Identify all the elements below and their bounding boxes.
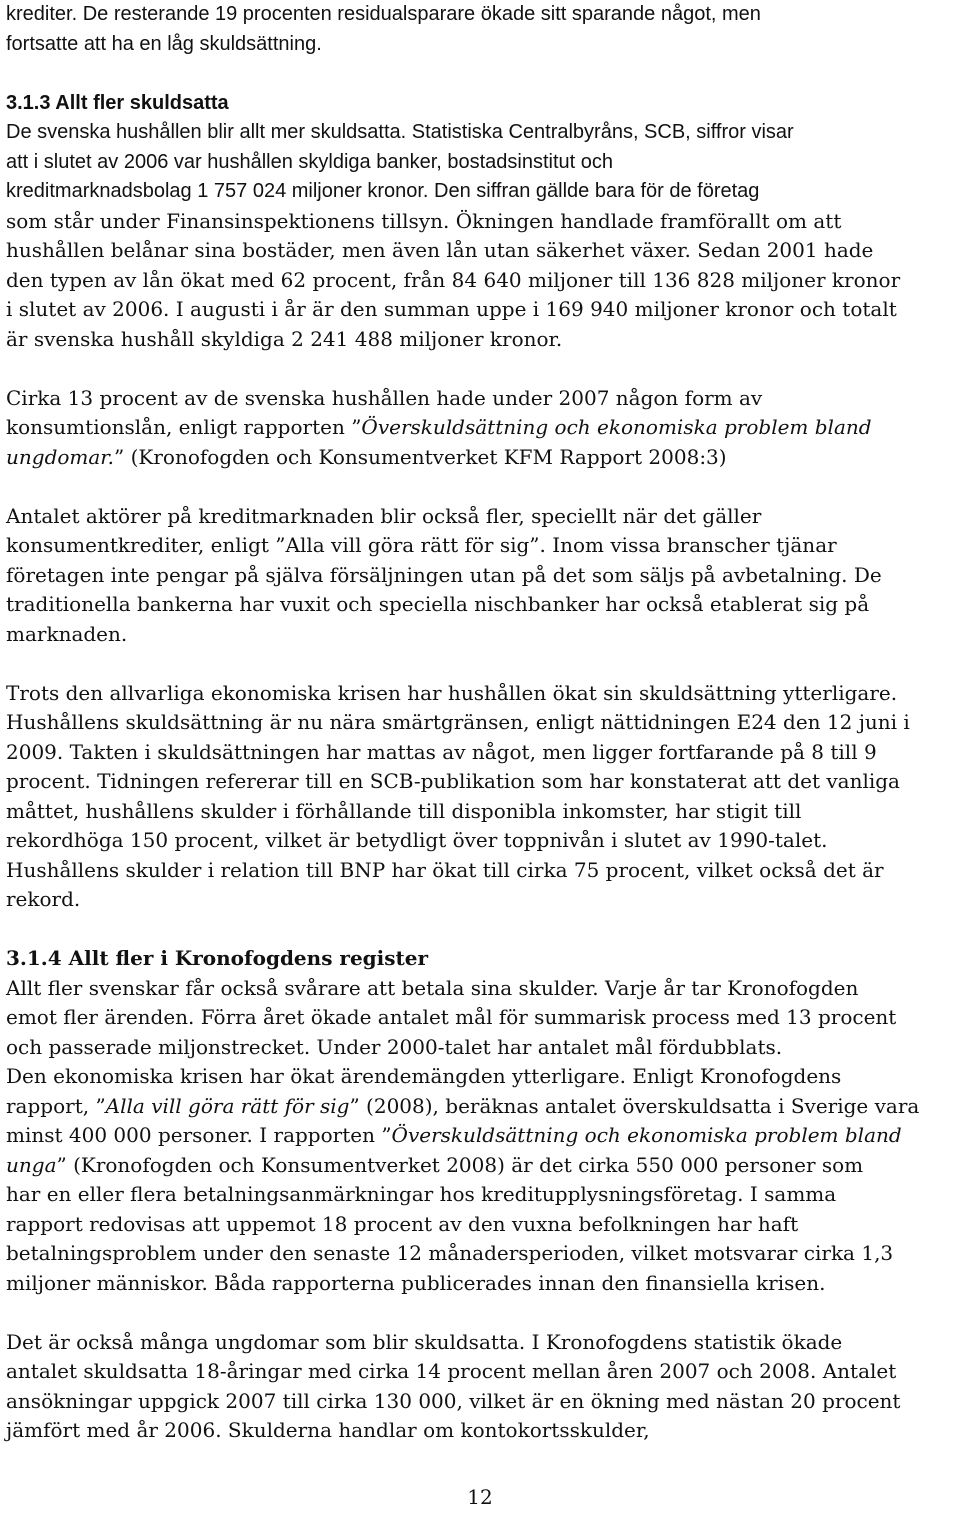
document-page (6, 0, 956, 1446)
intro-paragraph (6, 0, 956, 59)
page-number: 12 (467, 1485, 493, 1509)
text-run: minst 400 000 personer. I rapporten ” (6, 1123, 392, 1147)
report-title: Överskuldsättning och ekonomiska problem bland (391, 1123, 902, 1147)
text-line: som står under Finansinspektionens tillsyn. Ökningen handlade framförallt om att (6, 208, 842, 233)
paragraph-cirka (6, 384, 956, 473)
text-line (6, 1121, 956, 1151)
text-line: kreditmarknadsbolag 1 757 024 miljoner kronor. Den siffran gällde bara för de företag (6, 180, 760, 202)
text-line: krediter. De resterande 19 procenten residualsparare ökade sitt sparande något, men (6, 3, 761, 25)
text-line: jämfört med år 2006. Skulderna handlar om kontokortsskulder, (6, 1418, 650, 1442)
text-line: 2009. Takten i skuldsättningen har mattas av något, men ligger fortfarande på 8 till 9 (6, 739, 877, 764)
text-line: konsumentkrediter, enligt ”Alla vill göra rätt för sig”. Inom vissa branscher tjänar (6, 533, 837, 557)
text-line: antalet skuldsatta 18-åringar med cirka 14 procent mellan åren 2007 och 2008. Antalet (6, 1359, 897, 1383)
text-line (6, 413, 956, 443)
section-heading: 3.1.3 Allt fler skuldsatta (6, 91, 229, 114)
paragraph-ungdomar (6, 1328, 956, 1446)
text-line (6, 1151, 956, 1181)
text-run: ” (Kronofogden och Konsumentverket 2008) är det cirka 550 000 personer som (56, 1152, 864, 1177)
text-line: Cirka 13 procent av de svenska hushållen hade under 2007 någon form av (6, 385, 763, 410)
text-line: hushållen belånar sina bostäder, men även lån utan säkerhet växer. Sedan 2001 hade (6, 238, 874, 262)
paragraph-gap (6, 59, 956, 89)
text-run: rapport, ” (6, 1093, 106, 1118)
text-line (6, 1092, 956, 1122)
section-heading: 3.1.4 Allt fler i Kronofogdens register (6, 946, 429, 970)
paragraph-gap (6, 649, 956, 679)
text-line: företagen inte pengar på själva försäljningen utan på det som säljs på avbetalning. De (6, 562, 882, 587)
report-title: ungdomar. (6, 444, 115, 469)
text-line: Hushållens skulder i relation till BNP har ökat till cirka 75 procent, vilket också det är (6, 857, 884, 882)
text-line: marknaden. (6, 621, 128, 646)
text-line: Det är också många ungdomar som blir skuldsatta. I Kronofogdens statistik ökade (6, 1329, 843, 1354)
text-run: konsumtionslån, enligt rapporten ” (6, 415, 362, 439)
text-line: fortsatte att ha en låg skuldsättning. (6, 32, 322, 55)
paragraph-trots (6, 679, 956, 915)
text-line: miljoner människor. Båda rapporterna publicerades innan den finansiella krisen. (6, 1270, 826, 1295)
paragraph-gap (6, 1298, 956, 1328)
paragraph-gap (6, 354, 956, 384)
report-title: unga (6, 1152, 57, 1177)
text-line: rapport redovisas att uppemot 18 procent av den vuxna befolkningen har haft (6, 1211, 799, 1236)
text-line: Allt fler svenskar får också svårare att betala sina skulder. Varje år tar Kronofogden (6, 975, 859, 1000)
text-run: ” (2008), beräknas antalet överskuldsatta i Sverige vara (349, 1093, 920, 1118)
text-line: Hushållens skuldsättning är nu nära smärtgränsen, enligt nättidningen E24 den 12 juni i (6, 710, 910, 734)
text-line: rekord. (6, 887, 81, 911)
section-3-1-3 (6, 89, 956, 355)
text-line: betalningsproblem under den senaste 12 månadersperioden, vilket motsvarar cirka 1,3 (6, 1241, 894, 1265)
section-3-1-4 (6, 944, 956, 1298)
text-line: traditionella bankerna har vuxit och speciella nischbanker har också etablerat sig på (6, 592, 870, 616)
paragraph-aktorer (6, 502, 956, 650)
text-line: emot fler ärenden. Förra året ökade antalet mål för summarisk process med 13 procent (6, 1005, 897, 1029)
text-line: ansökningar uppgick 2007 till cirka 130 000, vilket är en ökning med nästan 20 procent (6, 1388, 901, 1413)
text-line: procent. Tidningen refererar till en SCB-publikation som har konstaterat att det vanliga (6, 769, 900, 793)
report-title: Överskuldsättning och ekonomiska problem bland (361, 415, 872, 439)
text-line: har en eller flera betalningsanmärkningar hos kreditupplysningsföretag. I samma (6, 1182, 837, 1206)
text-line: och passerade miljonstrecket. Under 2000-talet har antalet mål fördubblats. (6, 1034, 783, 1059)
paragraph-gap (6, 472, 956, 502)
report-title: Alla vill göra rätt för sig (105, 1093, 350, 1118)
text-line: De svenska hushållen blir allt mer skuldsatta. Statistiska Centralbyråns, SCB, siffror visar (6, 121, 794, 143)
text-line: den typen av lån ökat med 62 procent, från 84 640 miljoner till 136 828 miljoner kronor (6, 267, 901, 292)
text-line: är svenska hushåll skyldiga 2 241 488 miljoner kronor. (6, 326, 563, 351)
text-line: rekordhöga 150 procent, vilket är betydligt över toppnivån i slutet av 1990-talet. (6, 828, 828, 852)
text-line: Trots den allvarliga ekonomiska krisen har hushållen ökat sin skuldsättning ytterligare. (6, 680, 898, 705)
text-line: i slutet av 2006. I augusti i år är den summan uppe i 169 940 miljoner kronor och totalt (6, 297, 897, 321)
text-line: måttet, hushållens skulder i förhållande till disponibla inkomster, har stigit till (6, 798, 802, 823)
text-line: Den ekonomiska krisen har ökat ärendemängden ytterligare. Enligt Kronofogdens (6, 1064, 842, 1088)
text-line: Antalet aktörer på kreditmarknaden blir också fler, speciellt när det gäller (6, 503, 762, 528)
text-line: att i slutet av 2006 var hushållen skyldiga banker, bostadsinstitut och (6, 150, 614, 173)
text-run: ” (Kronofogden och Konsumentverket KFM Rapport 2008:3) (114, 444, 727, 469)
paragraph-gap (6, 915, 956, 945)
text-line (6, 443, 956, 473)
